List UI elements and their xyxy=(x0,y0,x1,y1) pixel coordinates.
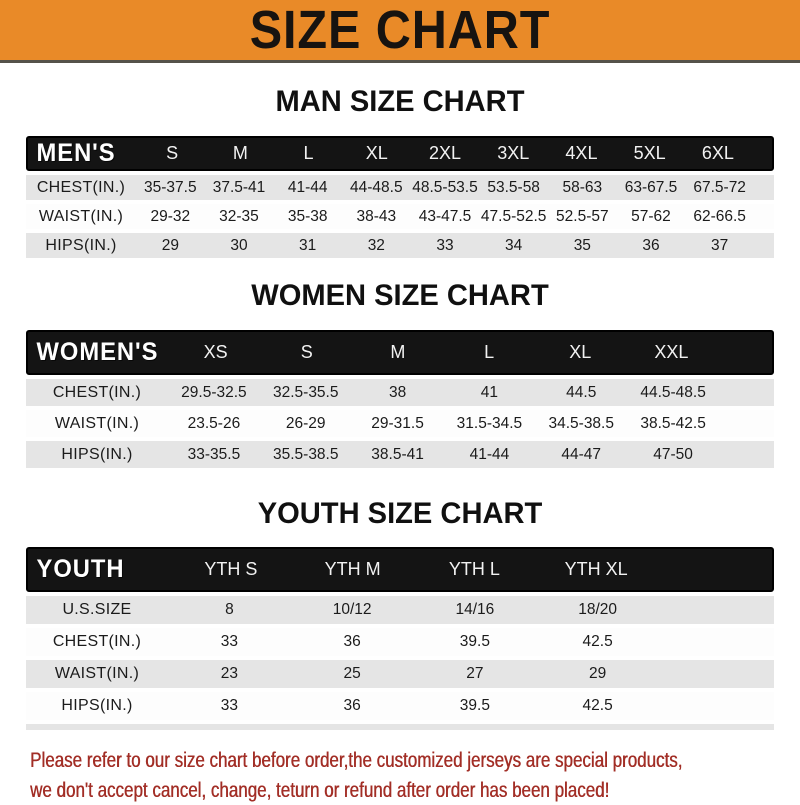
size-value-cell: 35 xyxy=(573,236,591,254)
size-value-cell: 8 xyxy=(225,601,234,618)
size-value-cell: 38-43 xyxy=(356,207,397,225)
size-value-cell: 67.5-72 xyxy=(693,178,746,196)
table-row xyxy=(26,596,774,624)
size-value-cell: 23.5-26 xyxy=(187,414,241,432)
size-value-cell: 33 xyxy=(220,633,238,650)
size-value-cell: 29-31.5 xyxy=(371,414,424,432)
column-header: XL xyxy=(365,143,388,163)
table-bottom-strip xyxy=(26,724,774,730)
size-value-cell: 33-35.5 xyxy=(187,445,241,463)
size-value-cell: 18/20 xyxy=(578,601,618,618)
disclaimer-line-2: we don't accept cancel, change, teturn or refund after order has been placed! xyxy=(30,778,610,802)
size-value-cell: 34.5-38.5 xyxy=(548,414,614,432)
column-header: XXL xyxy=(654,342,689,362)
youth-table-corner-label: YOUTH xyxy=(36,555,125,583)
table-row xyxy=(26,410,774,437)
column-header: YTH L xyxy=(448,559,500,579)
row-label: CHEST(IN.) xyxy=(52,383,142,401)
size-value-cell: 44-48.5 xyxy=(350,178,403,196)
size-chart-banner xyxy=(0,0,800,63)
women-size-table xyxy=(26,330,774,468)
size-value-cell: 35-37.5 xyxy=(144,178,197,196)
size-value-cell: 10/12 xyxy=(332,601,372,618)
column-header: S xyxy=(300,342,313,362)
size-value-cell: 36 xyxy=(343,633,361,650)
row-label: CHEST(IN.) xyxy=(36,178,126,196)
size-value-cell: 53.5-58 xyxy=(487,178,540,196)
size-value-cell: 44.5 xyxy=(566,383,597,401)
youth-size-table xyxy=(26,547,774,730)
size-value-cell: 41 xyxy=(480,383,499,401)
row-label: WAIST(IN.) xyxy=(54,414,140,432)
size-value-cell: 47.5-52.5 xyxy=(480,207,547,225)
size-value-cell: 37 xyxy=(711,236,729,254)
youth-section-heading: YOUTH SIZE CHART xyxy=(257,497,543,530)
man-section-heading: MAN SIZE CHART xyxy=(275,85,525,118)
men-table-corner-label: MEN'S xyxy=(36,139,116,167)
size-value-cell: 39.5 xyxy=(459,633,490,650)
size-value-cell: 29-32 xyxy=(150,207,191,225)
size-value-cell: 35.5-38.5 xyxy=(272,445,339,463)
disclaimer-line-1: Please refer to our size chart before order,the customized jerseys are special products, xyxy=(30,748,683,772)
column-header: M xyxy=(390,342,406,362)
size-value-cell: 39.5 xyxy=(459,697,490,714)
column-header: 6XL xyxy=(701,143,734,163)
disclaimer-note xyxy=(30,745,800,805)
row-label: WAIST(IN.) xyxy=(54,665,140,682)
column-header: M xyxy=(232,143,248,163)
column-header: L xyxy=(484,342,495,362)
size-value-cell: 41-44 xyxy=(287,178,328,196)
size-value-cell: 29 xyxy=(589,665,607,682)
size-value-cell: 33 xyxy=(220,697,238,714)
banner-title: SIZE CHART xyxy=(249,0,551,60)
size-value-cell: 44-47 xyxy=(561,445,602,463)
size-value-cell: 41-44 xyxy=(469,445,510,463)
row-label: HIPS(IN.) xyxy=(61,445,133,463)
column-header: 4XL xyxy=(565,143,598,163)
size-value-cell: 48.5-53.5 xyxy=(412,178,478,196)
column-header: XL xyxy=(569,342,592,362)
women-table-corner-label: WOMEN'S xyxy=(36,338,159,366)
size-value-cell: 31 xyxy=(299,236,317,254)
size-value-cell: 14/16 xyxy=(455,601,495,618)
women-table-header-row xyxy=(26,330,774,375)
size-value-cell: 31.5-34.5 xyxy=(456,414,523,432)
size-value-cell: 57-62 xyxy=(631,207,671,225)
size-value-cell: 38.5-42.5 xyxy=(640,414,706,432)
table-row xyxy=(26,204,774,229)
size-value-cell: 33 xyxy=(436,236,454,254)
table-row xyxy=(26,628,774,656)
size-value-cell: 36 xyxy=(642,236,660,254)
size-value-cell: 52.5-57 xyxy=(556,207,609,225)
table-row xyxy=(26,692,774,720)
size-value-cell: 63-67.5 xyxy=(624,178,678,196)
size-value-cell: 37.5-41 xyxy=(212,178,266,196)
table-row xyxy=(26,379,774,406)
women-section-heading: WOMEN SIZE CHART xyxy=(251,279,549,312)
men-size-table xyxy=(26,136,774,258)
size-value-cell: 29.5-32.5 xyxy=(181,383,247,401)
column-header: YTH S xyxy=(204,559,258,579)
table-row xyxy=(26,660,774,688)
size-value-cell: 44.5-48.5 xyxy=(640,383,706,401)
size-value-cell: 23 xyxy=(220,665,238,682)
row-label: HIPS(IN.) xyxy=(61,697,133,714)
size-value-cell: 47-50 xyxy=(653,445,693,463)
row-label: HIPS(IN.) xyxy=(45,236,117,254)
column-header: YTH XL xyxy=(564,559,628,579)
size-value-cell: 62-66.5 xyxy=(693,207,746,225)
size-value-cell: 32-35 xyxy=(219,207,259,225)
column-header: 2XL xyxy=(428,143,461,163)
size-value-cell: 29 xyxy=(161,236,179,254)
size-value-cell: 25 xyxy=(343,665,361,682)
size-value-cell: 30 xyxy=(230,236,248,254)
size-value-cell: 32.5-35.5 xyxy=(272,383,339,401)
size-value-cell: 27 xyxy=(466,665,484,682)
size-value-cell: 26-29 xyxy=(285,414,326,432)
column-header: S xyxy=(166,143,179,163)
row-label: CHEST(IN.) xyxy=(52,633,142,650)
table-row xyxy=(26,441,774,468)
size-value-cell: 58-63 xyxy=(562,178,603,196)
size-value-cell: 34 xyxy=(505,236,523,254)
column-header: L xyxy=(303,143,314,163)
size-value-cell: 38.5-41 xyxy=(371,445,424,463)
row-label: WAIST(IN.) xyxy=(38,207,124,225)
row-label: U.S.SIZE xyxy=(62,601,132,618)
column-header: 5XL xyxy=(633,143,666,163)
column-header: 3XL xyxy=(497,143,530,163)
men-table-header-row xyxy=(26,136,774,171)
column-header: XS xyxy=(203,342,228,362)
table-row xyxy=(26,175,774,200)
size-value-cell: 42.5 xyxy=(582,697,613,714)
size-value-cell: 42.5 xyxy=(582,633,613,650)
size-value-cell: 38 xyxy=(388,383,407,401)
youth-table-header-row xyxy=(26,547,774,592)
size-value-cell: 43-47.5 xyxy=(418,207,472,225)
table-row xyxy=(26,233,774,258)
size-value-cell: 32 xyxy=(367,236,385,254)
size-value-cell: 36 xyxy=(343,697,361,714)
column-header: YTH M xyxy=(324,559,381,579)
size-value-cell: 35-38 xyxy=(287,207,328,225)
